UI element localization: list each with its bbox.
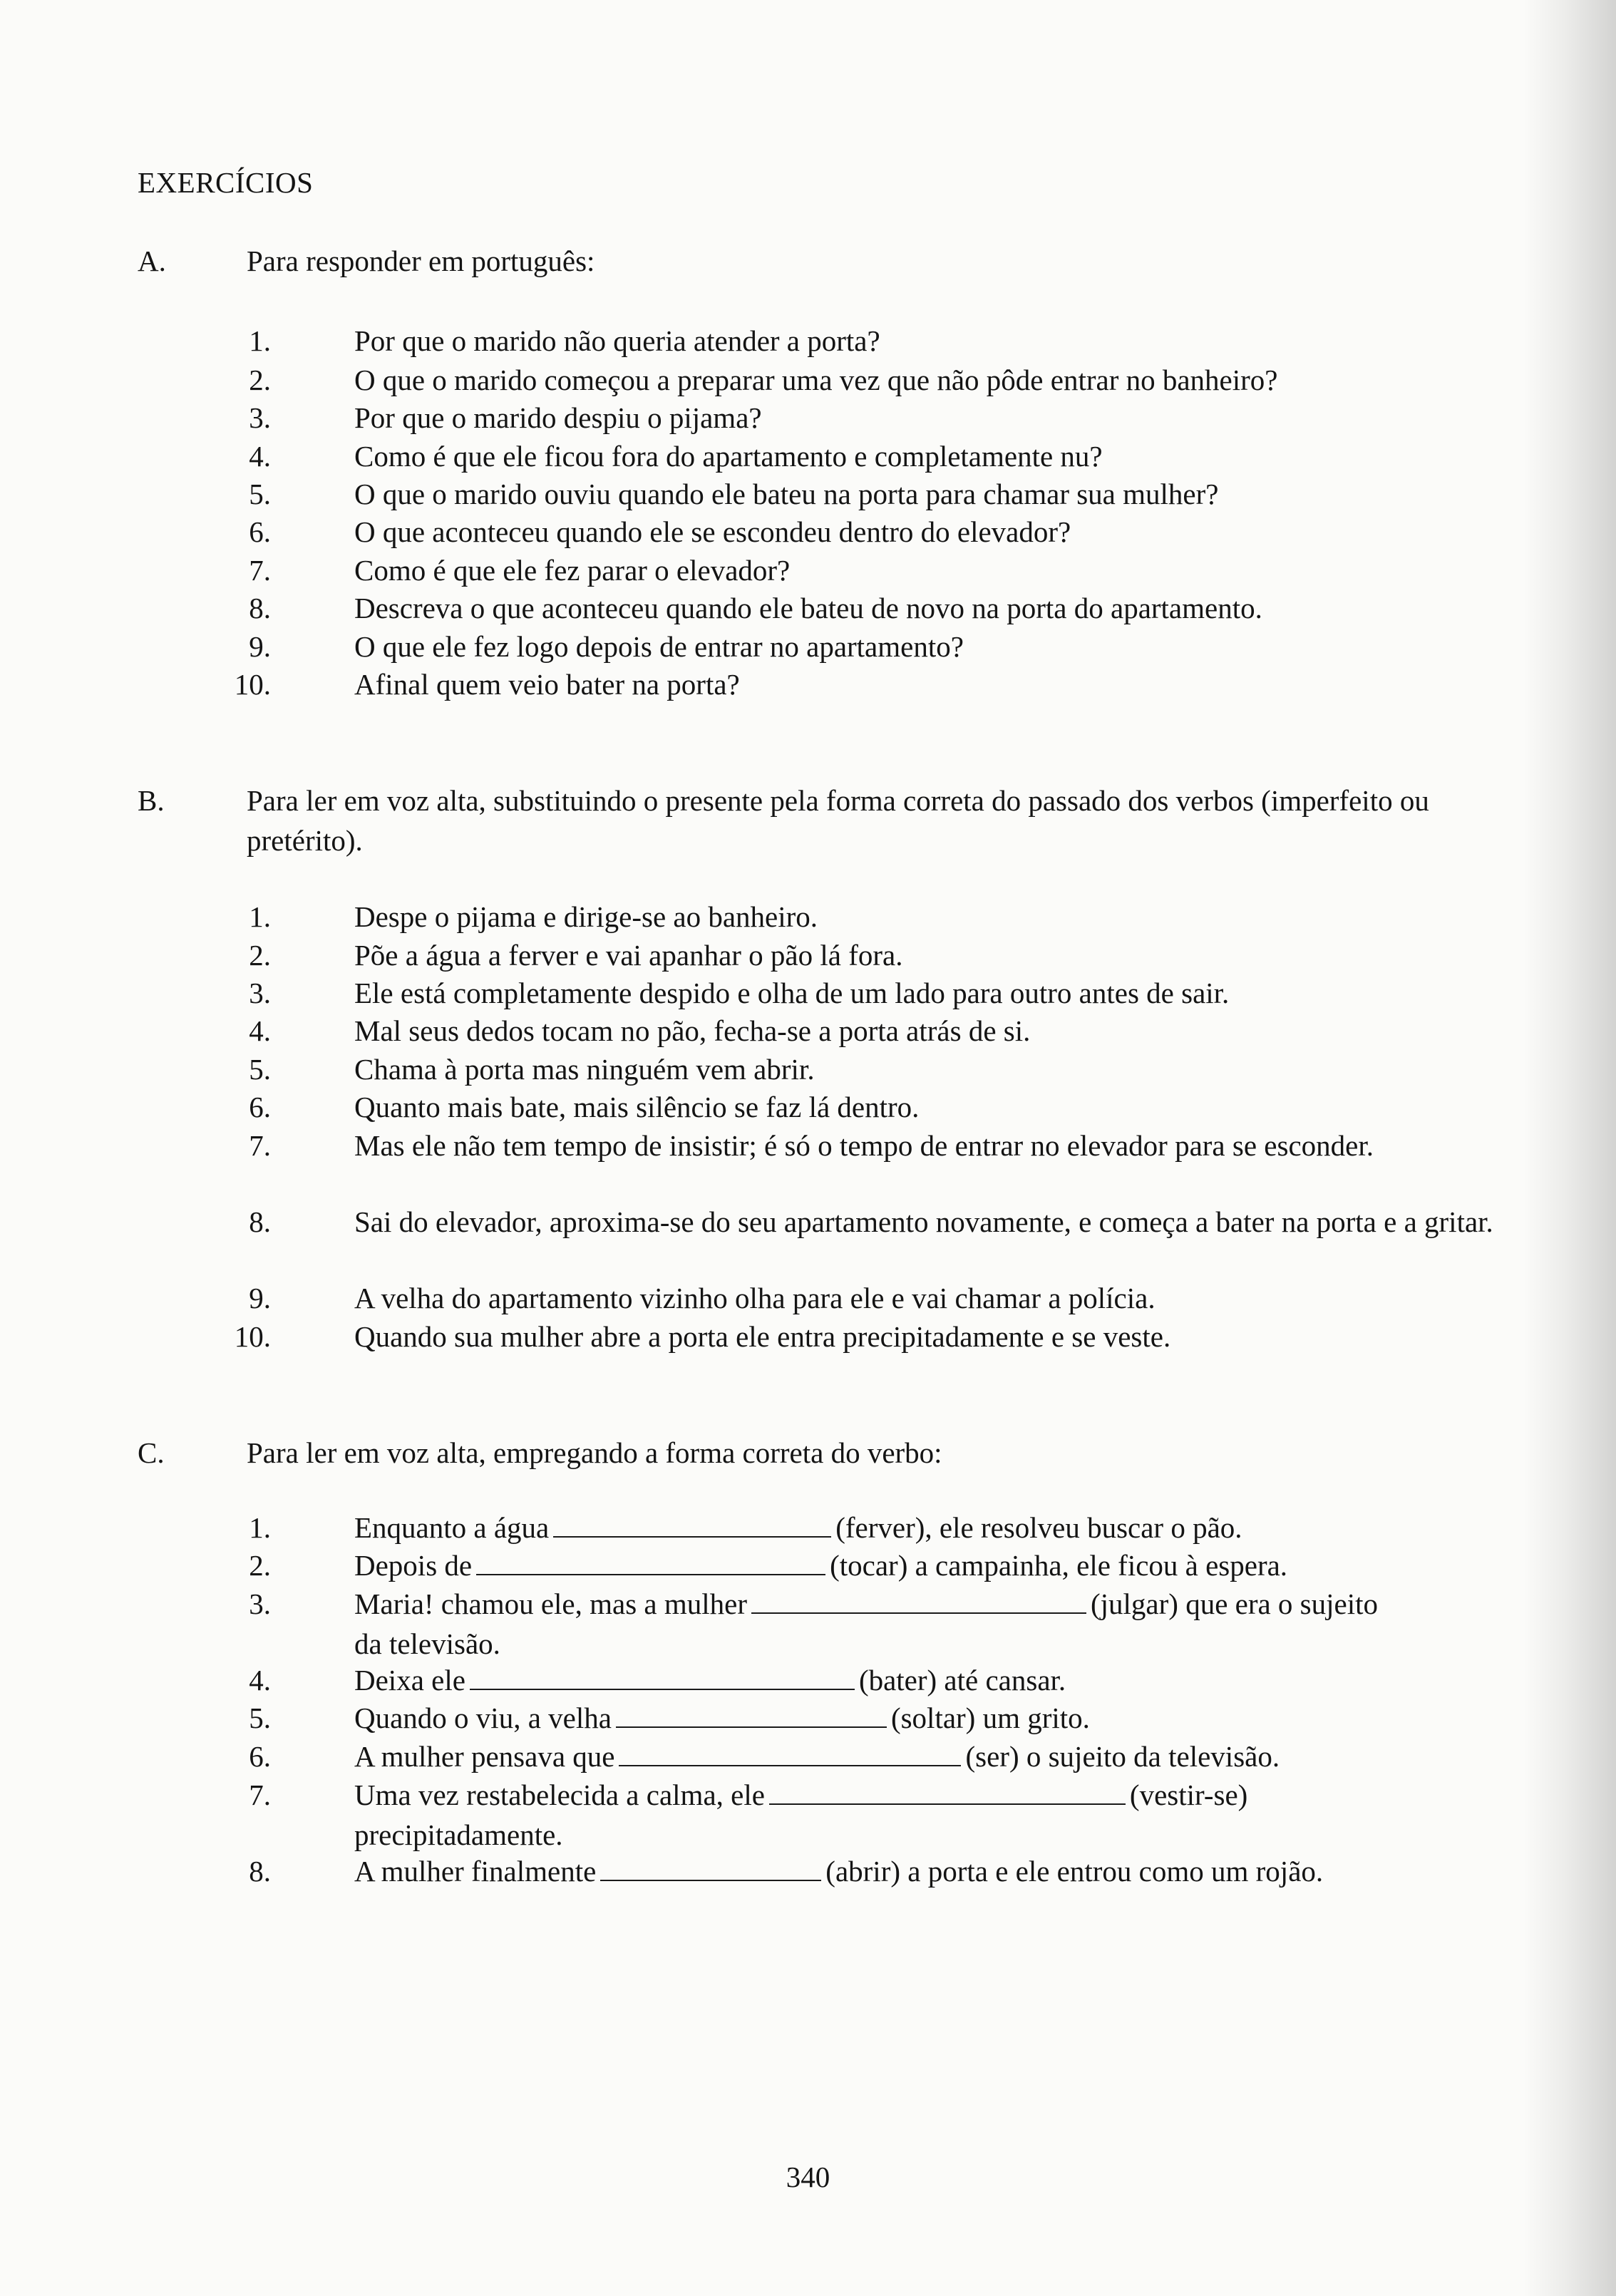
item-number: 2.	[249, 1549, 271, 1582]
item-text-before: Maria! chamou ele, mas a mulher	[354, 1587, 747, 1620]
item-text-after: (soltar) um grito.	[890, 1702, 1090, 1734]
item-text-after: (bater) até cansar.	[858, 1664, 1066, 1697]
section-instruction: Para ler em voz alta, substituindo o presente pela forma correta do passado dos verbos (imperfeito ou pretérito).	[247, 784, 1429, 857]
item-text: O que o marido começou a preparar uma vez que não pôde entrar no banheiro?	[354, 364, 1278, 396]
item-number: 5.	[249, 1702, 271, 1734]
item-number: 1.	[249, 324, 271, 357]
item-text: Despe o pijama e dirige-se ao banheiro.	[354, 900, 818, 933]
item-text: O que o marido ouviu quando ele bateu na porta para chamar sua mulher?	[354, 478, 1219, 510]
item-number: 9.	[249, 1282, 271, 1314]
item-text-after: (ser) o sujeito da televisão.	[965, 1740, 1280, 1773]
item-text-before: Enquanto a água	[354, 1511, 550, 1544]
item-number: 7.	[249, 554, 271, 587]
section-letter: A.	[138, 244, 166, 277]
item-number: 5.	[249, 1053, 271, 1086]
item-text: Afinal quem veio bater na porta?	[354, 668, 740, 701]
item-number: 1.	[249, 900, 271, 933]
item-text-after: (vestir-se)	[1129, 1778, 1248, 1811]
item-number: 7.	[249, 1778, 271, 1811]
item-text-after: (ferver), ele resolveu buscar o pão.	[835, 1511, 1242, 1544]
item-number: 3.	[249, 977, 271, 1009]
item-text-before: A mulher pensava que	[354, 1740, 615, 1773]
item-number: 10.	[234, 668, 271, 701]
answer-blank[interactable]	[616, 1702, 887, 1728]
item-number: 4.	[249, 440, 271, 473]
item-text: Descreva o que aconteceu quando ele bateu de novo na porta do apartamento.	[354, 592, 1262, 624]
item-text: Por que o marido despiu o pijama?	[354, 401, 762, 434]
answer-blank[interactable]	[553, 1512, 831, 1538]
item-text-before: Quando o viu, a velha	[354, 1702, 612, 1734]
item-number: 2.	[249, 364, 271, 396]
item-text: Põe a água a ferver e vai apanhar o pão lá fora.	[354, 939, 903, 972]
item-text: Chama à porta mas ninguém vem abrir.	[354, 1053, 815, 1086]
answer-blank[interactable]	[476, 1550, 825, 1575]
item-text: Como é que ele fez parar o elevador?	[354, 554, 791, 587]
item-text-continued: da televisão.	[354, 1627, 500, 1660]
section-letter: B.	[138, 784, 165, 817]
item-text-after: (abrir) a porta e ele entrou como um rojão.	[825, 1855, 1324, 1888]
item-number: 2.	[249, 939, 271, 972]
item-number: 8.	[249, 592, 271, 624]
item-text-before: Deixa ele	[354, 1664, 465, 1697]
item-number: 5.	[249, 478, 271, 510]
item-number: 8.	[249, 1205, 271, 1238]
item-number: 6.	[249, 515, 271, 548]
item-text: Mas ele não tem tempo de insistir; é só o tempo de entrar no elevador para se esconder.	[354, 1129, 1374, 1162]
item-number: 8.	[249, 1855, 271, 1888]
item-number: 9.	[249, 630, 271, 663]
answer-blank[interactable]	[619, 1741, 961, 1766]
item-text: Sai do elevador, aproxima-se do seu apartamento novamente, e começa a bater na porta e a gritar.	[354, 1205, 1493, 1238]
item-number: 7.	[249, 1129, 271, 1162]
item-text-continued: precipitadamente.	[354, 1818, 563, 1851]
answer-blank[interactable]	[600, 1855, 821, 1881]
item-text-before: A mulher finalmente	[354, 1855, 597, 1888]
item-text: O que ele fez logo depois de entrar no apartamento?	[354, 630, 964, 663]
item-text: Quando sua mulher abre a porta ele entra precipitadamente e se veste.	[354, 1320, 1171, 1353]
answer-blank[interactable]	[769, 1779, 1126, 1805]
item-text: Como é que ele ficou fora do apartamento e completamente nu?	[354, 440, 1103, 473]
item-number: 10.	[234, 1320, 271, 1353]
page-number: 340	[786, 2161, 830, 2193]
item-text-after: (julgar) que era o sujeito	[1091, 1587, 1379, 1620]
item-number: 6.	[249, 1091, 271, 1123]
item-number: 4.	[249, 1664, 271, 1697]
item-text: O que aconteceu quando ele se escondeu dentro do elevador?	[354, 515, 1071, 548]
item-text-before: Uma vez restabelecida a calma, ele	[354, 1778, 765, 1811]
item-text-before: Depois de	[354, 1549, 473, 1582]
item-text: Ele está completamente despido e olha de um lado para outro antes de sair.	[354, 977, 1230, 1009]
item-text: Mal seus dedos tocam no pão, fecha-se a porta atrás de si.	[354, 1014, 1031, 1047]
answer-blank[interactable]	[751, 1588, 1086, 1614]
item-text: Quanto mais bate, mais silêncio se faz lá dentro.	[354, 1091, 920, 1123]
item-number: 3.	[249, 1587, 271, 1620]
item-number: 6.	[249, 1740, 271, 1773]
answer-blank[interactable]	[470, 1664, 855, 1690]
item-number: 1.	[249, 1511, 271, 1544]
item-number: 4.	[249, 1014, 271, 1047]
section-instruction: Para ler em voz alta, empregando a forma correta do verbo:	[247, 1436, 942, 1469]
item-text: A velha do apartamento vizinho olha para ele e vai chamar a polícia.	[354, 1282, 1156, 1314]
exercises-heading: EXERCÍCIOS	[138, 166, 314, 199]
item-text: Por que o marido não queria atender a porta?	[354, 324, 880, 357]
item-number: 3.	[249, 401, 271, 434]
item-text-after: (tocar) a campainha, ele ficou à espera.	[830, 1549, 1288, 1582]
section-letter: C.	[138, 1436, 165, 1469]
section-instruction: Para responder em português:	[247, 244, 595, 277]
